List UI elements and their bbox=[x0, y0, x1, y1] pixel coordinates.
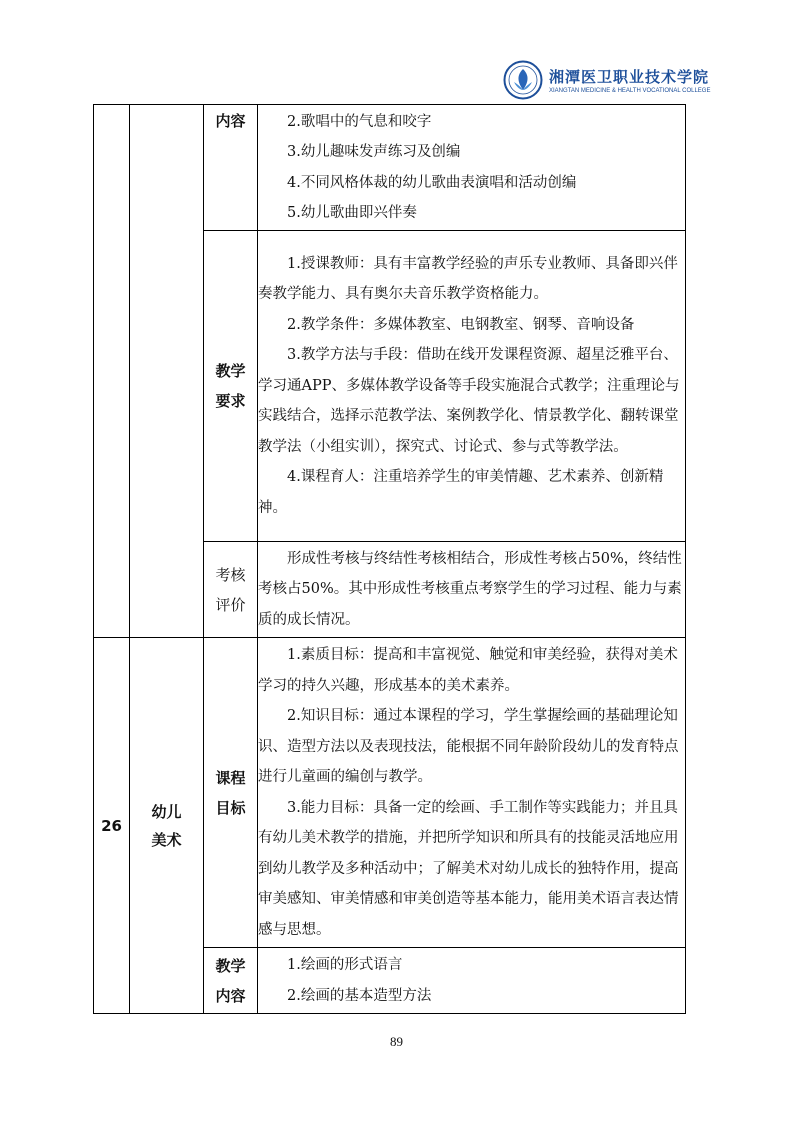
list-item: 5.幼儿歌曲即兴伴奏 bbox=[287, 205, 417, 221]
course-name: 幼儿美术 bbox=[130, 638, 204, 1014]
paragraph: 1.授课教师：具有丰富教学经验的声乐专业教师、具备即兴伴奏教学能力、具有奥尔夫音乐教学资格能力。 bbox=[258, 255, 678, 303]
list-item: 2.绘画的基本造型方法 bbox=[287, 987, 432, 1004]
row-number: 26 bbox=[94, 638, 130, 1014]
goals-body bbox=[258, 638, 686, 948]
list-item: 4.不同风格体裁的幼儿歌曲表演唱和活动创编 bbox=[287, 174, 577, 191]
course-name-cell bbox=[130, 105, 204, 638]
teaching-content-body bbox=[258, 948, 686, 1014]
college-emblem-icon bbox=[503, 60, 543, 100]
paragraph: 1.素质目标：提高和丰富视觉、触觉和审美经验，获得对美术学习的持久兴趣，形成基本的美术素养。 bbox=[258, 647, 678, 694]
paragraph: 4.课程育人：注重培养学生的审美情趣、艺术素养、创新精神。 bbox=[258, 469, 664, 516]
list-item: 2.歌唱中的气息和咬字 bbox=[287, 113, 432, 130]
list-item: 1.绘画的形式语言 bbox=[287, 957, 403, 973]
paragraph: 3.能力目标：具备一定的绘画、手工制作等实践能力；并且具有幼儿美术教学的措施，并把所学知识和所具有的技能灵活地应用到幼儿教学及多种活动中；了解美术对幼儿成长的独特作用，提高审美感知、审美情感和审美创造等基本能力，能用美术语言表达情感与思想。 bbox=[258, 799, 679, 938]
paragraph: 3.教学方法与手段：借助在线开发课程资源、超星泛雅平台、学习通APP、多媒体教学设备等手段实施混合式教学；注重理论与实践结合，选择示范教学法、案例教学化、情景教学化、翻转课堂教学法（小组实训），探究式、讨论式、参与式等教学法。 bbox=[258, 347, 680, 455]
table-row bbox=[94, 638, 686, 948]
table-row bbox=[94, 105, 686, 231]
paragraph: 形成性考核与终结性考核相结合，形成性考核占50%，终结性考核占50%。其中形成性考核重点考察学生的学习过程、能力与素质的成长情况。 bbox=[258, 550, 682, 628]
teaching-content-label: 教学内容 bbox=[204, 948, 258, 1014]
content-body bbox=[258, 105, 686, 231]
logo-english-name: XIANGTAN MEDICINE & HEALTH VOCATIONAL COLLEGE bbox=[549, 88, 711, 94]
requirements-label: 教学要求 bbox=[204, 231, 258, 542]
requirements-body bbox=[258, 231, 686, 542]
content-label: 内容 bbox=[204, 105, 258, 231]
assessment-body bbox=[258, 542, 686, 638]
page-number: 89 bbox=[390, 1034, 403, 1049]
paragraph: 2.知识目标：通过本课程的学习，学生掌握绘画的基础理论知识、造型方法以及表现技法，能根据不同年龄阶段幼儿的发育特点进行儿童画的编创与教学。 bbox=[258, 708, 679, 785]
list-item: 3.幼儿趣味发声练习及创编 bbox=[287, 144, 461, 160]
assessment-label: 考核评价 bbox=[204, 542, 258, 638]
goals-label: 课程目标 bbox=[204, 638, 258, 948]
college-logo bbox=[503, 58, 711, 102]
logo-chinese-name: 湘潭医卫职业技术学院 bbox=[549, 68, 710, 86]
row-number-cell bbox=[94, 105, 130, 638]
course-table bbox=[93, 104, 686, 1014]
paragraph: 2.教学条件：多媒体教室、电钢教室、钢琴、音响设备 bbox=[287, 316, 635, 333]
